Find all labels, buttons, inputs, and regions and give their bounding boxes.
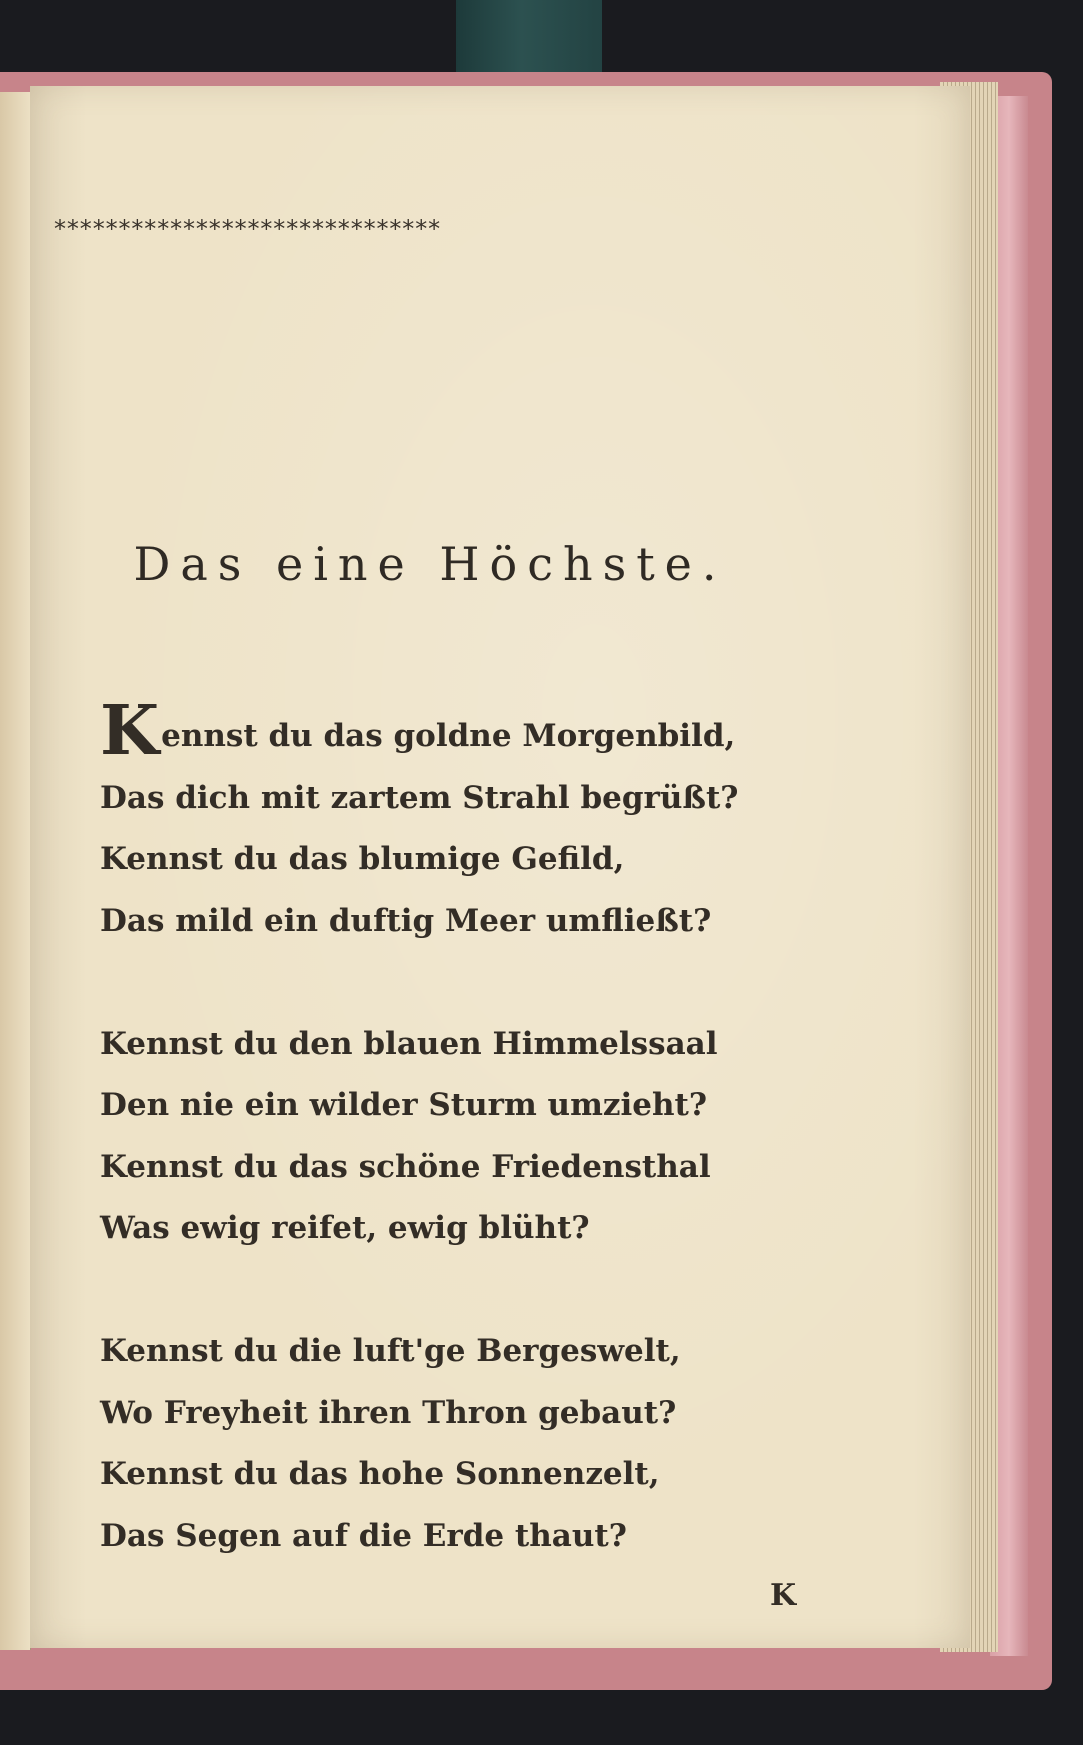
poem-line: Das Segen auf die Erde thaut? <box>100 1517 627 1554</box>
poem-line: Das mild ein duftig Meer umfließt? <box>100 902 712 939</box>
poem-title: Das eine Höchste. <box>133 537 727 591</box>
first-line-text: ennst du das goldne Morgenbild, <box>161 718 736 754</box>
catchword: K <box>770 1578 797 1613</box>
stanza-2 <box>100 1014 860 1260</box>
drop-cap: K <box>100 691 160 771</box>
poem-line: Wo Freyheit ihren Thron gebaut? <box>100 1394 677 1431</box>
poem-line: Das dich mit zartem Strahl begrüßt? <box>100 779 739 816</box>
poem-line: Den nie ein wilder Sturm umzieht? <box>100 1087 707 1123</box>
poem-body <box>100 691 860 1567</box>
poem-line: Kennst du das hohe Sonnenzelt, <box>100 1456 660 1492</box>
stanza-3 <box>100 1321 860 1567</box>
poem-line: Kennst du die luft'ge Bergeswelt, <box>100 1333 681 1369</box>
poem-line: Kennst du das blumige Gefild, <box>100 841 625 877</box>
poem-line <box>100 691 860 771</box>
ornament-rule: ****************************** <box>54 215 441 243</box>
stanza-1 <box>100 691 860 952</box>
left-page-edge <box>0 92 31 1650</box>
poem-line: Kennst du das schöne Friedensthal <box>100 1148 711 1185</box>
poem-line: Kennst du den blauen Himmelssaal <box>100 1025 718 1062</box>
book-page <box>30 86 970 1648</box>
poem-line: Was ewig reifet, ewig blüht? <box>100 1210 590 1246</box>
